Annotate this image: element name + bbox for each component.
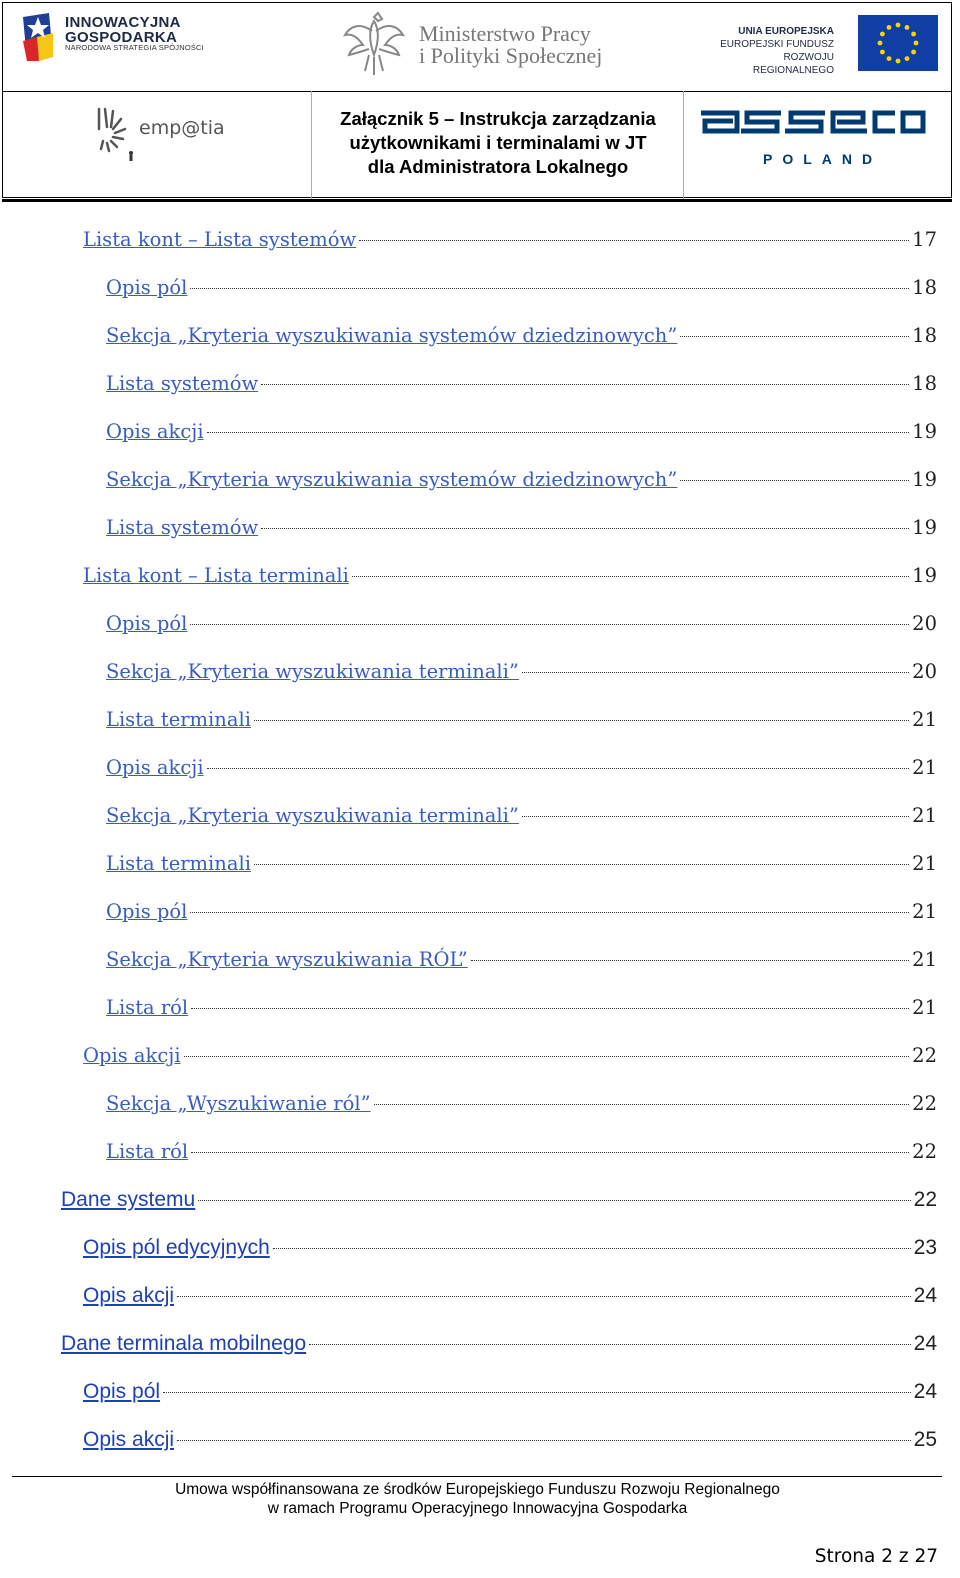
toc-entry-label[interactable]: Sekcja „Kryteria wyszukiwania terminali” bbox=[106, 804, 519, 827]
toc-entry-label[interactable]: Lista kont – Lista systemów bbox=[83, 228, 357, 251]
toc-entry[interactable] bbox=[61, 1332, 937, 1362]
toc-entry-label[interactable]: Opis akcji bbox=[83, 1428, 175, 1451]
toc-entry-page: 21 bbox=[912, 900, 937, 923]
toc-entry-label[interactable]: Sekcja „Kryteria wyszukiwania systemów dziedzinowych” bbox=[106, 324, 678, 347]
toc-leader bbox=[522, 816, 909, 817]
header-rule bbox=[2, 199, 952, 202]
toc-leader bbox=[273, 1248, 911, 1249]
toc-entry[interactable] bbox=[106, 420, 937, 450]
toc-entry[interactable] bbox=[106, 516, 937, 546]
toc-entry[interactable] bbox=[106, 948, 937, 978]
toc-entry[interactable] bbox=[83, 564, 937, 594]
toc-entry-label[interactable]: Lista systemów bbox=[106, 372, 259, 395]
header-logo-row bbox=[3, 3, 951, 92]
toc-entry-page: 19 bbox=[912, 468, 937, 491]
toc-entry-page: 25 bbox=[913, 1428, 937, 1451]
toc-entry-page: 18 bbox=[912, 324, 937, 347]
toc-leader bbox=[254, 864, 909, 865]
toc-entry-page: 24 bbox=[913, 1284, 937, 1307]
eu-fund-text: UNIA EUROPEJSKA EUROPEJSKI FUNDUSZ ROZWOJU REGIONALNEGO bbox=[720, 26, 834, 76]
toc-leader bbox=[177, 1440, 911, 1441]
toc-entry-page: 19 bbox=[912, 564, 937, 587]
toc-leader bbox=[522, 672, 909, 673]
toc-leader bbox=[471, 960, 909, 961]
toc-leader bbox=[374, 1104, 910, 1105]
toc-entry-label[interactable]: Opis pól bbox=[83, 1380, 161, 1403]
empatia-wordmark: emp@tia bbox=[139, 117, 225, 139]
toc-entry-label[interactable]: Opis akcji bbox=[83, 1284, 175, 1307]
toc-entry-page: 21 bbox=[912, 948, 937, 971]
toc-entry[interactable] bbox=[106, 756, 937, 786]
toc-entry-label[interactable]: Sekcja „Wyszukiwanie ról” bbox=[106, 1092, 371, 1115]
toc-entry-page: 22 bbox=[912, 1044, 937, 1067]
toc-leader bbox=[359, 240, 909, 241]
toc-entry-label[interactable]: Lista terminali bbox=[106, 708, 251, 731]
toc-entry[interactable] bbox=[83, 1428, 937, 1458]
toc-entry-label[interactable]: Opis akcji bbox=[83, 1044, 181, 1067]
toc-leader bbox=[207, 768, 910, 769]
toc-leader bbox=[177, 1296, 911, 1297]
toc-leader bbox=[352, 576, 909, 577]
page-number: Strona 2 z 27 bbox=[814, 1546, 938, 1567]
toc-entry[interactable] bbox=[106, 660, 937, 690]
asseco-poland-text: POLAND bbox=[763, 151, 883, 167]
toc-entry[interactable] bbox=[83, 1044, 937, 1074]
toc-entry[interactable] bbox=[61, 1188, 937, 1218]
toc-leader bbox=[184, 1056, 910, 1057]
empatia-mark-icon bbox=[93, 103, 133, 161]
toc-entry[interactable] bbox=[106, 900, 937, 930]
toc-entry-page: 21 bbox=[912, 804, 937, 827]
toc-leader bbox=[261, 528, 909, 529]
toc-entry-page: 20 bbox=[912, 660, 937, 683]
toc-entry-page: 18 bbox=[912, 372, 937, 395]
toc-entry-page: 18 bbox=[912, 276, 937, 299]
toc-entry-label[interactable]: Dane terminala mobilnego bbox=[61, 1332, 307, 1355]
toc-entry-page: 20 bbox=[912, 612, 937, 635]
empatia-logo bbox=[93, 103, 253, 173]
toc-entry[interactable] bbox=[83, 1380, 937, 1410]
toc-entry[interactable] bbox=[106, 372, 937, 402]
toc-entry-label[interactable]: Opis akcji bbox=[106, 420, 204, 443]
asseco-logo bbox=[693, 103, 933, 173]
toc-leader bbox=[207, 432, 910, 433]
toc-entry[interactable] bbox=[106, 804, 937, 834]
footer-funding-note: Umowa współfinansowana ze środków Europejskiego Funduszu Rozwoju Regionalnego w ramach Programu Operacyjnego Innowacyjna Gospodarka bbox=[175, 1481, 780, 1517]
toc-entry-label[interactable]: Lista ról bbox=[106, 996, 189, 1019]
toc-entry[interactable] bbox=[83, 1284, 937, 1314]
toc-entry[interactable] bbox=[106, 1140, 937, 1170]
toc-leader bbox=[163, 1392, 911, 1393]
toc-entry-page: 19 bbox=[912, 516, 937, 539]
asseco-wordmark-icon bbox=[697, 107, 927, 137]
toc-entry-label[interactable]: Opis pól bbox=[106, 276, 188, 299]
toc-leader bbox=[190, 288, 909, 289]
ministerstwo-logo bbox=[343, 11, 643, 83]
toc-leader bbox=[680, 480, 909, 481]
toc-entry-label[interactable]: Sekcja „Kryteria wyszukiwania RÓL” bbox=[106, 948, 468, 971]
document-header bbox=[2, 2, 952, 198]
toc-entry-page: 21 bbox=[912, 756, 937, 779]
eagle-emblem-icon bbox=[343, 11, 405, 79]
toc-entry[interactable] bbox=[106, 996, 937, 1026]
toc-entry[interactable] bbox=[106, 708, 937, 738]
toc-entry-label[interactable]: Lista terminali bbox=[106, 852, 251, 875]
toc-entry-page: 22 bbox=[913, 1188, 937, 1211]
toc-entry-page: 21 bbox=[912, 708, 937, 731]
toc-entry-label[interactable]: Opis pól edycyjnych bbox=[83, 1236, 270, 1259]
toc-entry-label[interactable]: Opis akcji bbox=[106, 756, 204, 779]
toc-entry[interactable] bbox=[106, 324, 937, 354]
ig-subtitle: NARODOWA STRATEGIA SPÓJNOŚCI bbox=[65, 43, 204, 52]
toc-entry-page: 21 bbox=[912, 996, 937, 1019]
toc-entry[interactable] bbox=[106, 1092, 937, 1122]
toc-leader bbox=[261, 384, 909, 385]
toc-entry-page: 19 bbox=[912, 420, 937, 443]
toc-entry[interactable] bbox=[83, 1236, 937, 1266]
ig-title: INNOWACYJNA GOSPODARKA bbox=[65, 14, 181, 46]
toc-entry[interactable] bbox=[106, 468, 937, 498]
toc-entry-page: 24 bbox=[913, 1332, 937, 1355]
toc-leader bbox=[198, 1200, 910, 1201]
footer-rule bbox=[12, 1476, 942, 1477]
eu-logo bbox=[703, 15, 938, 77]
toc-entry[interactable] bbox=[106, 852, 937, 882]
header-title-row bbox=[3, 91, 951, 199]
toc-entry-label[interactable]: Opis pól bbox=[106, 900, 188, 923]
toc-leader bbox=[191, 1008, 909, 1009]
toc-entry-label[interactable]: Dane systemu bbox=[61, 1188, 196, 1211]
toc-entry[interactable] bbox=[106, 276, 937, 306]
toc-leader bbox=[254, 720, 909, 721]
toc-entry-page: 24 bbox=[913, 1380, 937, 1403]
toc-leader bbox=[191, 1152, 909, 1153]
toc-leader bbox=[309, 1344, 911, 1345]
toc-entry-label[interactable]: Sekcja „Kryteria wyszukiwania systemów dziedzinowych” bbox=[106, 468, 678, 491]
document-title: Załącznik 5 – Instrukcja zarządzania użytkownikami i terminalami w JT dla Administratora Lokalnego bbox=[340, 108, 656, 177]
toc-entry-label[interactable]: Sekcja „Kryteria wyszukiwania terminali” bbox=[106, 660, 519, 683]
toc-entry[interactable] bbox=[106, 612, 937, 642]
toc-entry-page: 21 bbox=[912, 852, 937, 875]
toc-leader bbox=[190, 912, 909, 913]
toc-leader bbox=[190, 624, 909, 625]
innowacyjna-gospodarka-mark-icon bbox=[19, 11, 57, 63]
toc-entry-label[interactable]: Lista kont – Lista terminali bbox=[83, 564, 349, 587]
toc-entry-label[interactable]: Lista ról bbox=[106, 1140, 189, 1163]
ministerstwo-name: Ministerstwo Pracy i Polityki Społecznej bbox=[419, 21, 603, 68]
toc-entry[interactable] bbox=[83, 228, 937, 258]
toc-entry-page: 22 bbox=[912, 1092, 937, 1115]
toc-entry-label[interactable]: Lista systemów bbox=[106, 516, 259, 539]
toc-entry-label[interactable]: Opis pól bbox=[106, 612, 188, 635]
eu-flag-icon bbox=[858, 15, 938, 71]
toc-leader bbox=[680, 336, 909, 337]
toc-entry-page: 23 bbox=[913, 1236, 937, 1259]
toc-entry-page: 17 bbox=[912, 228, 937, 251]
innowacyjna-gospodarka-logo bbox=[13, 9, 213, 79]
toc-entry-page: 22 bbox=[912, 1140, 937, 1163]
